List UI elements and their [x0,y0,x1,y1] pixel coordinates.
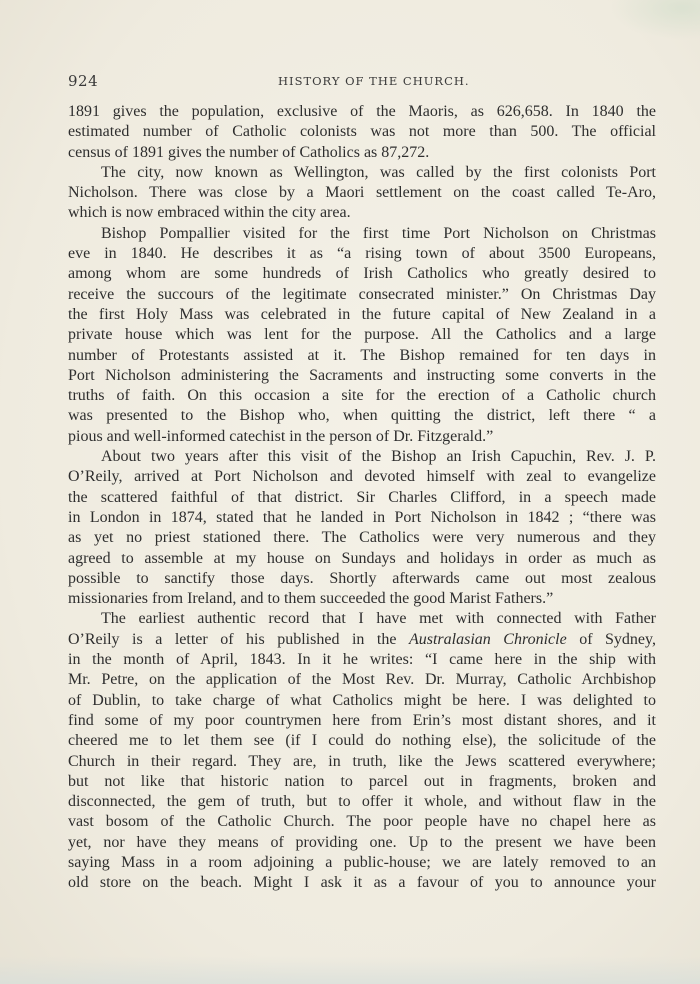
text-line: pious and well-informed catechist in the person of Dr. Fitzgerald.” [68,427,494,445]
text-line: the scattered faithful of that district. Sir Charles Clifford, in a speech made [68,488,656,506]
text-line: was presented to the Bishop who, when quitting the district, left there “ a [68,407,656,425]
text-line: estimated number of Catholic colonists was not more than 500. The official [68,123,656,141]
text-line: Church in their regard. They are, in truth, like the Jews scattered everywhere; [68,752,656,770]
text-line: number of Protestants assisted at it. The Bishop remained for ten days in [68,346,656,364]
text-line: 1891 gives the population, exclusive of the Maoris, as 626,658. In 1840 the [68,103,656,120]
text-line: but not like that historic nation to parcel out in fragments, broken and [68,772,656,790]
page-number: 924 [68,72,99,90]
text-line: private house which was lent for the purpose. All the Catholics and a large [68,326,656,344]
text-line: the first Holy Mass was celebrated in the future capital of New Zealand in a [68,305,656,323]
page-header [68,72,656,92]
text-line: Nicholson. There was close by a Maori settlement on the coast called Te-Aro, [68,184,656,202]
text-segment: of Sydney, [566,630,656,648]
text-line: eve in 1840. He describes it as “a rising town of about 3500 Europeans, [68,245,656,263]
paper-edge [0,956,700,984]
body-text [68,102,656,894]
text-line: possible to sanctify those days. Shortly afterwards came out most zealous [68,569,656,587]
text-line: among whom are some hundreds of Irish Catholics who greatly desired to [68,265,656,283]
text-line: old store on the beach. Might I ask it as a favour of you to announce your [68,874,656,892]
text-line [68,630,656,650]
text-line: cheered me to let them see (if I could do nothing else), the solicitude of the [68,732,656,750]
text-line: in the month of April, 1843. In it he writes: “I came here in the ship with [68,651,656,669]
text-line: Port Nicholson administering the Sacraments and instructing some converts in the [68,366,656,384]
text-line: About two years after this visit of the Bishop an Irish Capuchin, Rev. J. P. [101,448,656,466]
text-line: truths of faith. On this occasion a site for the erection of a Catholic church [68,387,656,405]
text-line: receive the succours of the legitimate consecrated minister.” On Christmas Day [68,285,656,303]
text-line: agreed to assemble at my house on Sundays and holidays in order as much as [68,549,656,567]
publication-title: Australasian Chronicle [408,630,567,648]
text-line: missionaries from Ireland, and to them succeeded the good Marist Fathers.” [68,590,554,608]
text-line: find some of my poor countrymen here from Erin’s most distant shores, and it [68,711,656,729]
text-segment: O’Reily is a letter of his published in the [68,630,409,648]
text-line: Mr. Petre, on the application of the Most Rev. Dr. Murray, Catholic Archbishop [68,671,656,689]
running-title: HISTORY OF THE CHURCH. [278,74,470,88]
text-line: saying Mass in a room adjoining a public-house; we are lately removed to an [68,853,656,871]
text-line: The city, now known as Wellington, was called by the first colonists Port [101,163,656,181]
paper-stain [610,0,700,40]
text-line: which is now embraced within the city area. [68,204,351,222]
text-line: Bishop Pompallier visited for the first time Port Nicholson on Christmas [101,224,656,242]
text-line: vast bosom of the Catholic Church. The poor people have no chapel here as [68,813,656,831]
text-line: in London in 1874, stated that he landed in Port Nicholson in 1842 ; “there was [68,508,656,526]
text-line: yet, nor have they means of providing one. Up to the present we have been [68,833,656,851]
text-line: of Dublin, to take charge of what Catholics might be here. I was delighted to [68,691,656,709]
text-line: census of 1891 gives the number of Catholics as 87,272. [68,143,430,161]
text-line: disconnected, the gem of truth, but to offer it whole, and without flaw in the [68,793,656,811]
text-line: O’Reily, arrived at Port Nicholson and devoted himself with zeal to evangelize [68,468,656,486]
text-line: The earliest authentic record that I have met with connected with Father [101,610,656,628]
text-line: as yet no priest stationed there. The Catholics were very numerous and they [68,529,656,547]
